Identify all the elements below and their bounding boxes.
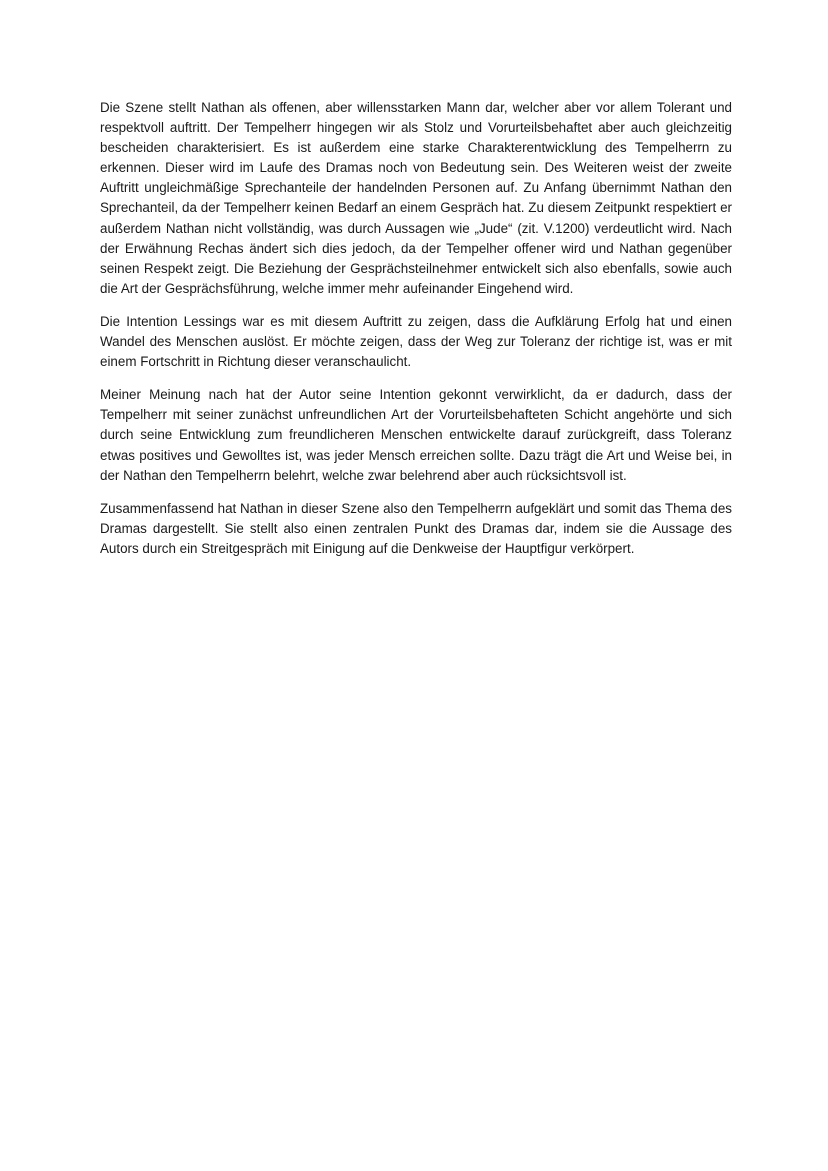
paragraph-conclusion: Zusammenfassend hat Nathan in dieser Szene also den Tempelherrn aufgeklärt und somit das Thema des Dramas dargestellt. Sie stellt also einen zentralen Punkt des Dramas dar, indem sie die Aussage des Autors durch ein Streitgespräch mit Einigung auf die Denkweise der Hauptfigur verkörpert. — [100, 500, 732, 556]
document-page — [100, 98, 732, 572]
paragraph-scene-analysis: Die Szene stellt Nathan als offenen, aber willensstarken Mann dar, welcher aber vor allem Tolerant und respektvoll auftritt. Der Tempelherr hingegen wir als Stolz und Vorurteilsbehaftet aber auch gleichzeitig bescheiden charakterisiert. Es ist außerdem eine starke Charakterentwicklung des Tempelherrn zu erkennen. Dieser wird im Laufe des Dramas noch von Bedeutung sein. Des Weiteren weist der zweite Auftritt ungleichmäßige Sprechanteile der handelnden Personen auf. Zu Anfang übernimmt Nathan den Sprechanteil, da der Tempelherr keinen Bedarf an einem Gespräch hat. Zu diesem Zeitpunkt respektiert er außerdem Nathan nicht vollständig, was durch Aussagen wie „Jude“ (zit. V.1200) verdeutlicht wird. Nach der Erwähnung Rechas ändert sich dies jedoch, da der Tempelher offener wird und Nathan gegenüber seinen Respekt zeigt. Die Beziehung der Gesprächsteilnehmer entwickelt sich also ebenfalls, sowie auch die Art der Gesprächsführung, welche immer mehr aufeinander Eingehend wird. — [100, 100, 732, 296]
paragraph-intention: Die Intention Lessings war es mit diesem Auftritt zu zeigen, dass die Aufklärung Erfolg hat und einen Wandel des Menschen auslöst. Er möchte zeigen, dass der Weg zur Toleranz der richtige ist, was er mit einem Fortschritt in Richtung dieser veranschaulicht. — [100, 313, 732, 370]
paragraph-opinion: Meiner Meinung nach hat der Autor seine Intention gekonnt verwirklicht, da er dadurch, dass der Tempelherr mit seiner zunächst unfreundlichen Art der Vorurteilsbehafteten Schicht angehörte und sich durch seine Entwicklung zum freundlicheren Menschen entwickelte darauf zurückgreift, dass Toleranz etwas positives und Gewolltes ist, was jeder Mensch erreichen sollte. Dazu trägt die Art und Weise bei, in der Nathan den Tempelherrn belehrt, welche zwar belehrend aber auch rücksichtsvoll ist. — [100, 387, 732, 483]
